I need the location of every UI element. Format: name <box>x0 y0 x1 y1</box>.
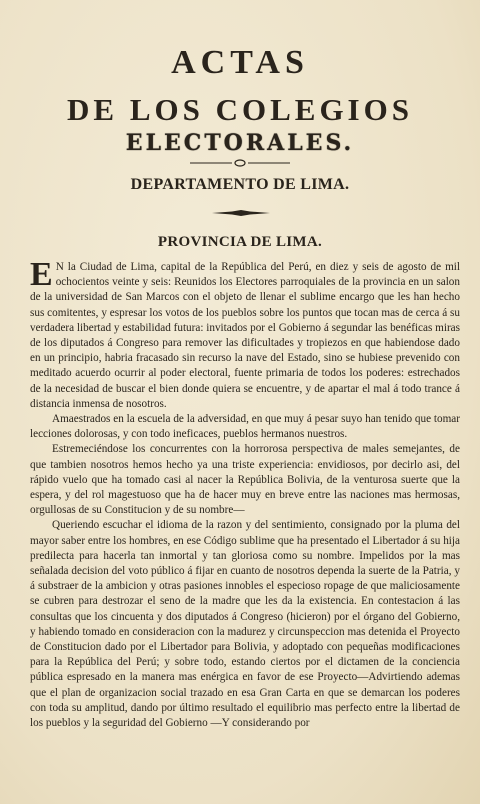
paragraph-2: Amaestrados en la escuela de la adversidad, en que muy á pesar suyo han tenido que tomar lecciones dolorosas, y con todo ineficaces, pueblos hermanos nuestros. <box>30 413 460 441</box>
paragraph-1 <box>30 256 460 412</box>
title-line-electorales: ELECTORALES. <box>125 130 355 156</box>
paragraph-4: Queriendo escuchar el idioma de la razon y del sentimiento, consignado por la pluma del mayor saber entre los hombres, en ese Código sublime que ha presentado el Libertador á su hija predilecta para hacerla tan inmortal y tan gloriosa como su nombre. Impelidos por la mas señalada decision del voto público á fijar en cuanto de nosotros dependa la suerte de la Patria, y á substraer de la ambicion y otras pasiones innobles el especioso ropage de que maliciosamente se cubren para destrozar el seno de la madre que les da la existencia. En contestacion á las consultas que los cincuenta y dos diputados á Congreso (hicieron) por el órgano del Gobierno, y habiendo tomado en consideracion con la madurez y circunspeccion mas detenida el Proyecto de Constitucion dado por el Libertador para Bolivia, y adoptado con pequeñas modificaciones para la República del Perú; y sobre todo, estando ciertos por el dictamen de la conciencia pública espresado en la manera mas enérgica en favor de ese Proyecto—Advirtiendo ademas que el plan de organizacion social trazado en esa Gran Carta en que se demarcan los poderes con toda su amplitud, dando por último resultado el equilibrio mas perfecto entre la libertad de los pueblos y la seguridad del Gobierno —Y considerando por <box>30 519 460 730</box>
paragraph-3: Estremeciéndose los concurrentes con la horrorosa perspectiva de males semejantes, de que tambien nosotros hemos hecho ya una triste experiencia: envidiosos, por decirlo asi, del rápido vuelo que ha tomado casi al nacer la República Bolivia, de la venturosa suerte que la espera, y del rol magestuoso que ha de hacer muy en breve entre las naciones mas hermosas, orgullosas de su Constitucion y de su nombre— <box>30 443 460 517</box>
ornament-dash <box>212 210 270 216</box>
ornament-rule <box>190 158 290 168</box>
drop-cap: E <box>30 256 53 293</box>
paragraph-text: N la Ciudad de Lima, capital de la República del Perú, en diez y seis de agosto de mil ochocientos veinte y seis: Reunidos los Electores parroquiales de la provincia en un salon de la universidad de San Marcos con el objeto de llenar el sublime encargo que les han hecho sus comitentes, y espresar los votos de los pueblos sobre los puntos que tocan mas de cerca á su verdadera libertad y estabilidad futura: invitados por el Gobierno á segundar las benéficas miras de los diputados á Congreso para remover las dificultades y tropiezos en que habiendose dado en un principio, habria fracasado sin recurso la nave del Estado, sino se hubiese prevenido con meditado acuerdo ocurrir al poder electoral, fuente primaria de todos los poderes: estrechados de la necesidad de buscar el bien donde quiera se encuentre, y de apartar el mal á todo trance á distancia inmensa de nosotros. <box>30 261 460 410</box>
department-heading: DEPARTAMENTO DE LIMA. <box>130 176 350 193</box>
title-line-colegios: DE LOS COLEGIOS <box>67 92 413 127</box>
document-body <box>30 256 460 731</box>
province-heading: PROVINCIA DE LIMA. <box>157 234 323 250</box>
title-line-actas: ACTAS <box>171 44 309 81</box>
